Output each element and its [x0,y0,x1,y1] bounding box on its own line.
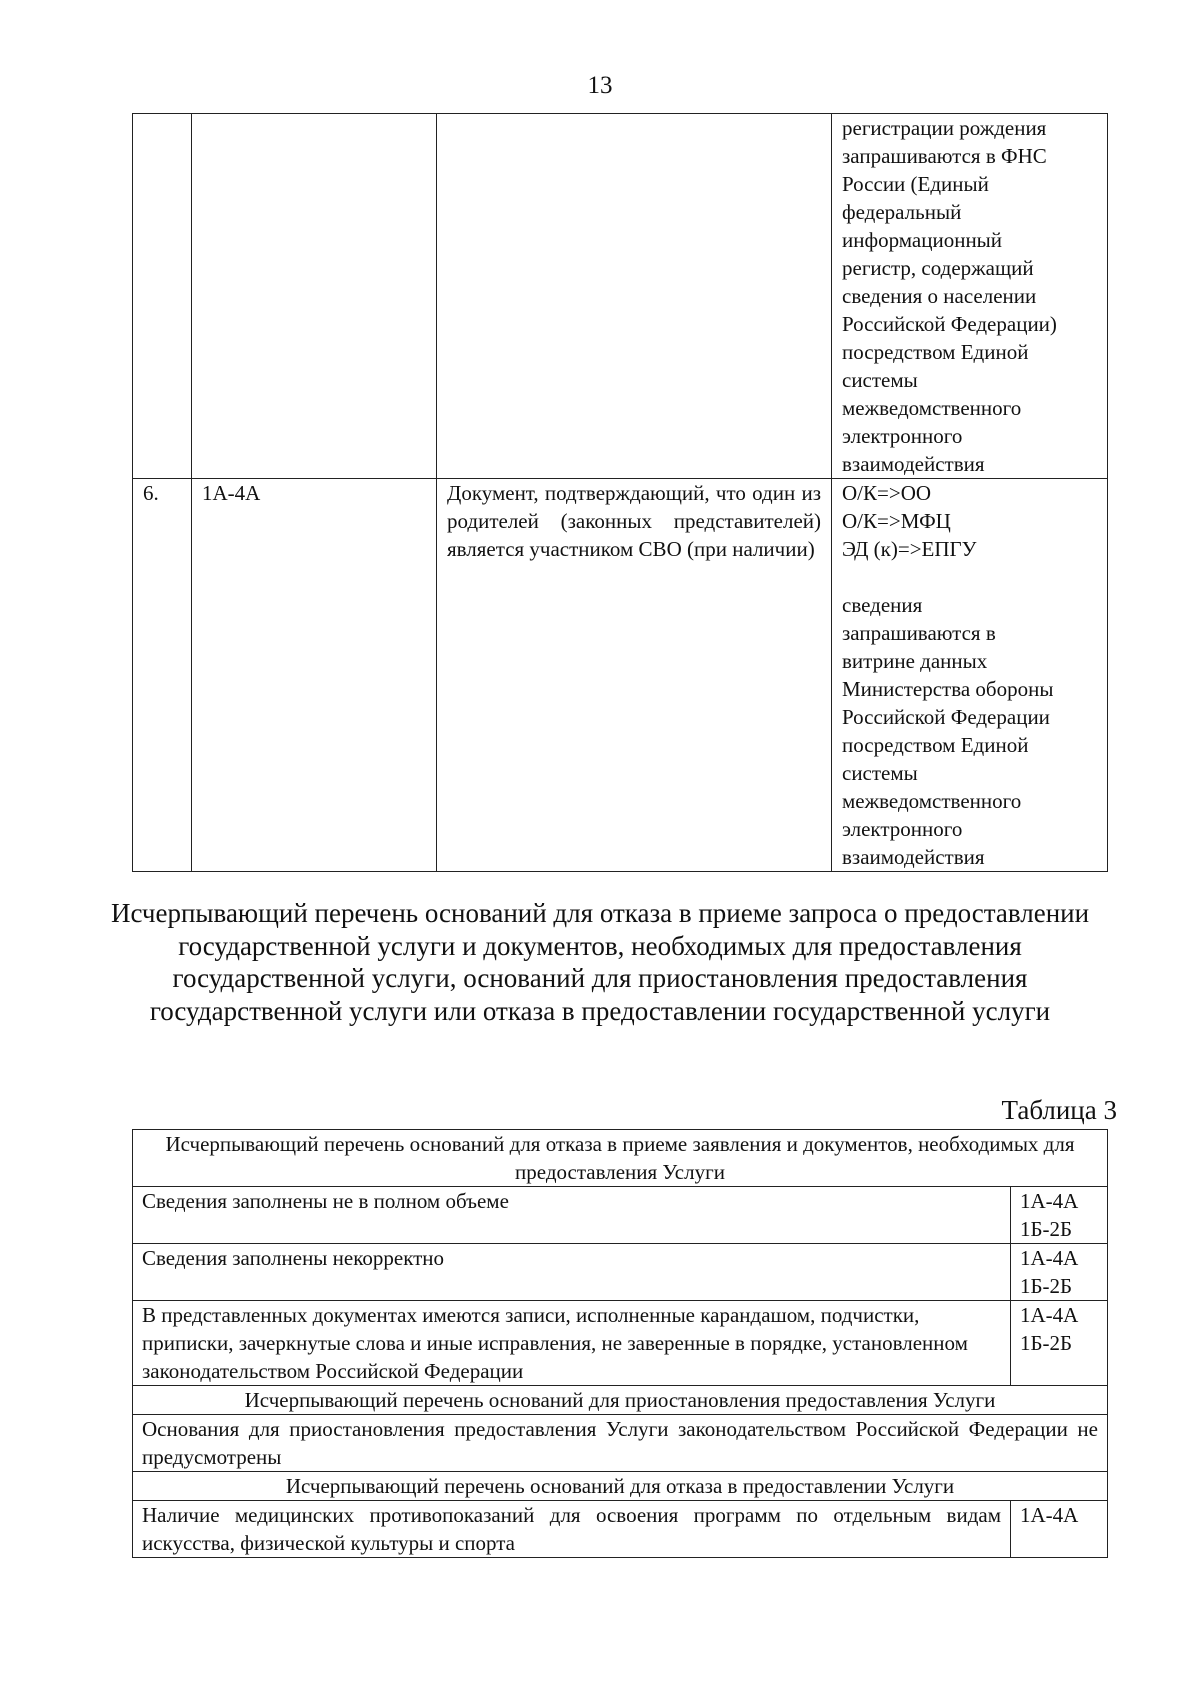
table-row [133,1501,1108,1558]
table-caption: Таблица 3 [1001,1095,1117,1125]
page-number: 13 [587,72,613,99]
table-cell [133,114,192,479]
ground-text: Наличие медицинских противопоказаний для освоения программ по отдельным видам искусства, физической культуры и спорта [133,1501,1011,1558]
table-row [133,1187,1108,1244]
ground-codes: 1А-4А 1Б-2Б [1011,1187,1108,1244]
table-header-row [133,1386,1108,1415]
refusal-grounds-table [132,1129,1108,1558]
applicant-codes: 1А-4А [192,479,437,872]
table-row [133,1415,1108,1472]
table-row [133,114,1108,479]
suspension-text: Основания для приостановления предоставления Услуги законодательством Российской Федерации не предусмотрены [133,1415,1108,1472]
table-header-row [133,1130,1108,1187]
table-cell [192,114,437,479]
section-title: Исчерпывающий перечень оснований для отказа в приеме запроса о предоставлении государственной услуги и документов, необходимых для предоставления государственной услуги, оснований для приостановления предоставления государственной услуги или отказа в предоставлении государственной услуги [110,898,1090,1026]
documents-table [132,113,1108,872]
ground-codes: 1А-4А [1011,1501,1108,1558]
ground-text: Сведения заполнены не в полном объеме [133,1187,1011,1244]
table-row [133,1301,1108,1386]
header-refusal-acceptance: Исчерпывающий перечень оснований для отказа в приеме заявления и документов, необходимых для предоставления Услуги [133,1130,1108,1187]
ground-codes: 1А-4А 1Б-2Б [1011,1244,1108,1301]
table-cell-channels: регистрации рождения запрашиваются в ФНС России (Единый федеральный информационный регистр, содержащий сведения о населении Российской Федерации) посредством Единой системы межведомственного электронного взаимодействия [832,114,1108,479]
header-suspension: Исчерпывающий перечень оснований для приостановления предоставления Услуги [133,1386,1108,1415]
table-row [133,479,1108,872]
ground-text: В представленных документах имеются записи, исполненные карандашом, подчистки, приписки, зачеркнутые слова и иные исправления, не заверенные в порядке, установленном законодательством Российской Федерации [133,1301,1011,1386]
table-cell-channels: О/К=>ОО О/К=>МФЦ ЭД (к)=>ЕПГУ сведения запрашиваются в витрине данных Министерства обороны Российской Федерации посредством Единой системы межведомственного электронного взаимодействия [832,479,1108,872]
ground-codes: 1А-4А 1Б-2Б [1011,1301,1108,1386]
row-number: 6. [133,479,192,872]
table-row [133,1244,1108,1301]
table-cell [437,114,832,479]
table-header-row [133,1472,1108,1501]
document-name: Документ, подтверждающий, что один из родителей (законных представителей) является участником СВО (при наличии) [437,479,832,872]
ground-text: Сведения заполнены некорректно [133,1244,1011,1301]
header-refusal-provision: Исчерпывающий перечень оснований для отказа в предоставлении Услуги [133,1472,1108,1501]
